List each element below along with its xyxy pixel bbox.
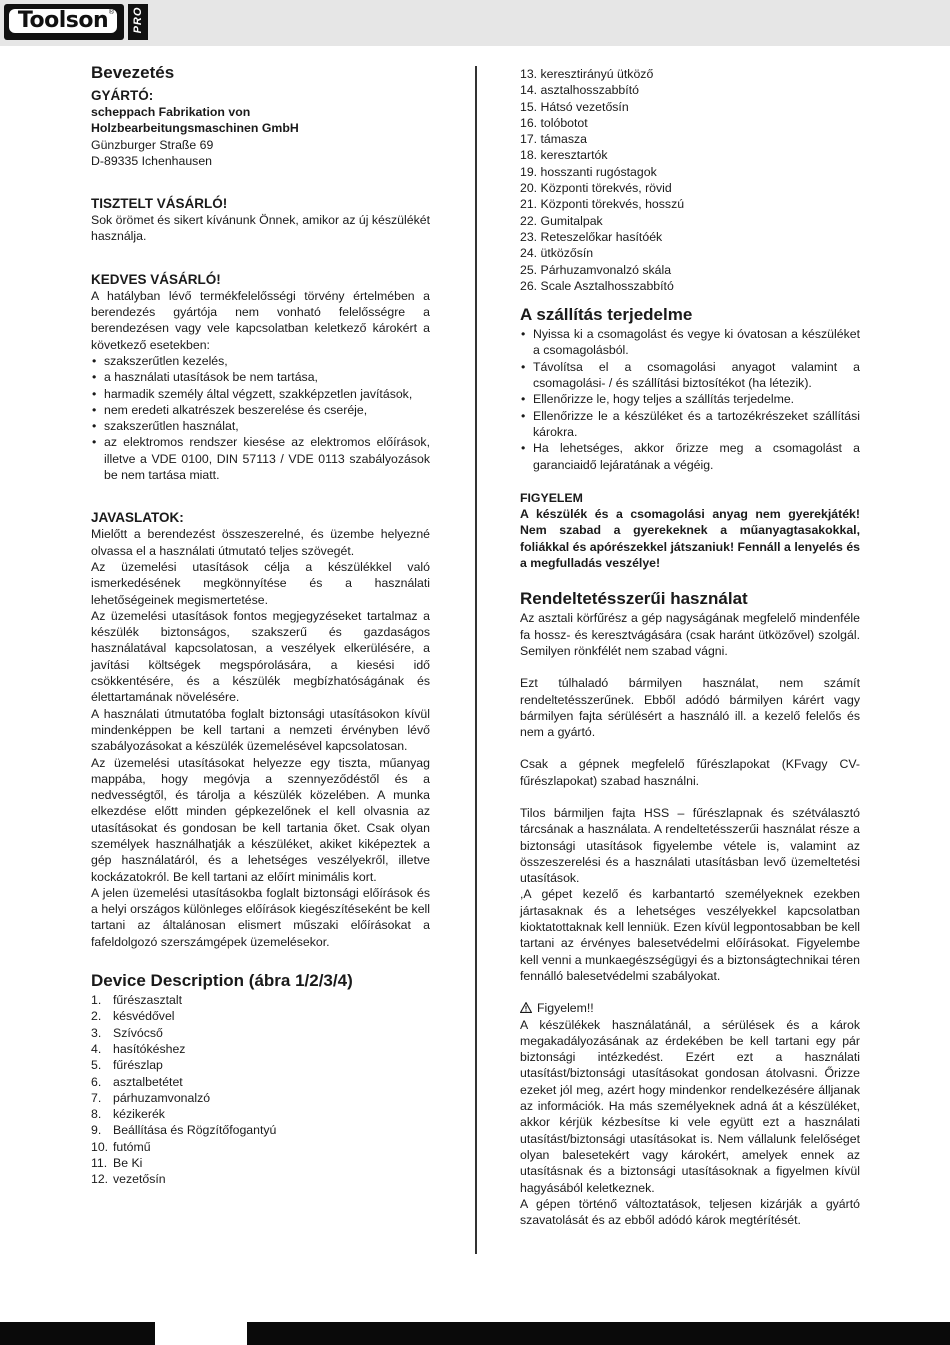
paragraph: Tilos bármiljen fajta HSS – fűrészlapnak és szétválasztó tárcsának a használata. A rendeltetésszerűi használat része a biztonsági utasítások figyelembe vétele is, valamint az összeszerelési és a használati utasításban levő üzemeltetési utasítások. bbox=[520, 805, 860, 886]
attention-text: A készülék és a csomagolási anyag nem gyerekjáték! Nem szabad a gyerekeknek a műanyagtasakokkal, foliákkal és apórészekkel játszaniuk! Fennáll a lenyelés és a megfulladás veszélye! bbox=[520, 507, 860, 571]
warning-label: Figyelem!! bbox=[537, 1001, 594, 1016]
list-item: 4. hasítókéshez bbox=[91, 1041, 186, 1056]
list-item: • szakszerűtlen kezelés, bbox=[91, 353, 430, 369]
address-line: D-89335 Ichenhausen bbox=[91, 153, 213, 168]
device-parts-list bbox=[91, 992, 430, 1188]
device-parts-list-continued bbox=[520, 66, 860, 294]
list-item: • szakszerűtlen használat, bbox=[91, 418, 430, 434]
left-column bbox=[91, 62, 430, 1188]
recommendations-heading: JAVASLATOK: bbox=[91, 510, 184, 526]
list-item: 6. asztalbetétet bbox=[91, 1074, 183, 1089]
list-item: 12. vezetősín bbox=[91, 1172, 166, 1187]
footer-page-tab bbox=[155, 1322, 247, 1345]
list-item: 18. keresztartók bbox=[520, 148, 608, 163]
paragraph: ,A gépet kezelő és karbantartó személyeknek ezekben jártasaknak és a lehetséges veszélyekkel kapcsolatban kioktatottaknak kell lenniük. Ezen kívül legpontosabban be kell tartani az érvényes balesetvédelmi előírásokat. Figyelembe kell venni a munkaegészségügyi és a biztonságtechnikai téren fennálló balesetvédelmi szabályokat. bbox=[520, 887, 860, 983]
list-item: 1. fűrészasztalt bbox=[91, 993, 183, 1008]
pro-label: PRO bbox=[132, 6, 144, 34]
list-item: 21. Központi törekvés, hosszú bbox=[520, 197, 685, 212]
paragraph: A gépen történő változtatások, teljesen kizárják a gyártó szavatolását és az ebből adódó károk megtérítését. bbox=[520, 1196, 860, 1228]
paragraph: Az üzemelési utasítások célja a készülékkel való ismerkedésének megkönnyítése és a használati lehetőségeinek megismertetése. bbox=[91, 559, 430, 607]
toolson-logo bbox=[4, 4, 124, 40]
paragraph: Az üzemelési utasítások fontos megjegyzéseket tartalmaz a készülék biztonságos, szakszerű és gazdaságos használatával kapcsolatosan, a veszélyek elkerülésére, a javítási költségek megspórolására, a kiesési idő csökkentésére, és a készülék megbízhatóságának és élettartamának növelésére. bbox=[91, 608, 430, 705]
list-item: 13. keresztirányú ütköző bbox=[520, 67, 654, 81]
footer-bar bbox=[0, 1322, 950, 1345]
paragraph: A jelen üzemelési utasításokba foglalt biztonsági előírások és a helyi országos különleges előírások kiegészítéseként be kell tartani az általánosan elismert műszaki előírásokat a fafeldolgozó szerszámgépek üzemelésekor. bbox=[91, 885, 430, 949]
intended-use-title: Rendeltetésszerűi használat bbox=[520, 589, 748, 609]
list-item: 10. futómű bbox=[91, 1139, 151, 1154]
list-item: • az elektromos rendszer kiesése az elektromos előírások, illetve a VDE 0100, DIN 57113 / VDE 0113 szabályozások be nem tartása miatt. bbox=[91, 434, 430, 483]
address-line: Günzburger Straße 69 bbox=[91, 137, 214, 152]
paragraph: Mielőtt a berendezést összeszerelné, és üzembe helyezné olvassa el a használati útmutató teljes szövegét. bbox=[91, 527, 430, 558]
list-item: 16. tolóbotot bbox=[520, 115, 588, 130]
dear-customer-heading: TISZTELT VÁSÁRLÓ! bbox=[91, 196, 228, 212]
list-item: • a használati utasítások be nem tartása, bbox=[91, 369, 430, 385]
device-description-title: Device Description (ábra 1/2/3/4) bbox=[91, 971, 353, 991]
list-item: • Ellenőrizze le a készüléket és a tartozékrészeket szállítási károkra. bbox=[520, 408, 860, 441]
manufacturer-heading: GYÁRTÓ: bbox=[91, 88, 154, 103]
dear-customer-heading-2: KEDVES VÁSÁRLÓ! bbox=[91, 271, 221, 287]
delivery-list bbox=[520, 326, 860, 473]
paragraph: A készülékek használatánál, a sérülések és a károk megakadályozásának az érdekében be kell tartani egy pár biztonsági intézkedést. Ezért ezt a használati utasítást/biztonsági utasításokat gondosan átolvasni. Őrizze ezeket jól meg, azért hogy mindenkor rendelkezésére álljanak az információk. Ha más személyeknek adná át a készüléket, akkor kérjük kézbesítse ki vele együtt ezt a használati utasítást/biztonsági utasításokat is. Nem vállalunk felelőséget olyan balesetekért vagy károkért, amelyek ennek az utasításnak és a biztonsági utasításoknak a figyelmen kívül hagyásából keletkeznek. bbox=[520, 1017, 860, 1195]
list-item: 7. párhuzamvonalzó bbox=[91, 1090, 211, 1105]
list-item: 19. hosszanti rugóstagok bbox=[520, 164, 657, 179]
warning-label-line bbox=[520, 1000, 860, 1016]
greeting-text: Sok örömet és sikert kívánunk Önnek, amikor az új készülékét használja. bbox=[91, 213, 430, 244]
logo-badge bbox=[7, 7, 119, 35]
list-item: 2. késvédővel bbox=[91, 1009, 175, 1024]
intro-title: Bevezetés bbox=[91, 63, 175, 82]
list-item: • Távolítsa el a csomagolási anyagot valamint a csomagolási- / és szállítási biztosítékot (ha létezik). bbox=[520, 359, 860, 392]
list-item: • harmadik személy által végzett, szakképzetlen javítások, bbox=[91, 386, 430, 402]
list-item: 11. Be Ki bbox=[91, 1156, 143, 1171]
list-item: 8. kézikerék bbox=[91, 1107, 165, 1122]
list-item: • Ha lehetséges, akkor őrizze meg a csomagolást a garanciaidő lejáratának a végéig. bbox=[520, 440, 860, 473]
delivery-scope-title: A szállítás terjedelme bbox=[520, 305, 693, 325]
list-item: 25. Párhuzamvonalzó skála bbox=[520, 262, 672, 277]
column-divider bbox=[475, 66, 477, 1254]
list-item: • Ellenőrizze le, hogy teljes a szállítás terjedelme. bbox=[520, 391, 860, 407]
list-item: • Nyissa ki a csomagolást és vegye ki óvatosan a készüléket a csomagolásból. bbox=[520, 326, 860, 359]
manufacturer-name: Holzbearbeitungsmaschinen GmbH bbox=[91, 121, 299, 136]
list-item: 14. asztalhosszabbító bbox=[520, 83, 639, 98]
list-item: 9. Beállítása és Rögzítőfogantyú bbox=[91, 1123, 277, 1138]
list-item: 23. Reteszelőkar hasítóék bbox=[520, 229, 663, 244]
list-item: 24. ütközősín bbox=[520, 246, 594, 261]
liability-text: A hatályban lévő termékfelelősségi törvény értelmében a berendezés gyártója nem vonható felelősségre a berendezésen vagy vele kapcsolatban keletkező károkért a következő esetekben: bbox=[91, 288, 430, 352]
list-item: 22. Gumitalpak bbox=[520, 213, 603, 228]
paragraph: Az asztali körfűrész a gép nagyságának megfelelő mindenféle fa hossz- és keresztvágására (csak haránt ütközővel) szolgál. Semilyen rönkfélét nem szabad vágni. bbox=[520, 611, 860, 658]
list-item: 26. Scale Asztalhosszabbító bbox=[520, 278, 674, 293]
list-item: • nem eredeti alkatrészek beszerelése és cseréje, bbox=[91, 402, 430, 418]
warning-triangle-icon bbox=[520, 1002, 532, 1013]
manufacturer-name: scheppach Fabrikation von bbox=[91, 105, 251, 119]
right-column bbox=[520, 66, 860, 1228]
pro-badge bbox=[128, 4, 148, 40]
logo-text: Toolson bbox=[17, 8, 109, 33]
paragraph: Ezt túlhaladó bármilyen használat, nem számít rendeltetésszerűnek. Ebből adódó bármilyen kárért vagy bármilyen fajta sérülésért a használó ill. a kezelő felelős és nem a gyártó. bbox=[520, 676, 860, 740]
list-item: 15. Hátsó vezetősín bbox=[520, 99, 629, 114]
list-item: 3. Szívócső bbox=[91, 1025, 163, 1040]
list-item: 17. támasza bbox=[520, 132, 587, 147]
paragraph: Csak a gépnek megfelelő fűrészlapokat (KFvagy CV-fűrészlapokat) szabad használni. bbox=[520, 757, 860, 788]
attention-heading: FIGYELEM bbox=[520, 490, 583, 505]
liability-list bbox=[91, 353, 430, 483]
paragraph: Az üzemelési utasításokat helyezze egy tiszta, műanyag mappába, hogy megóvja a szennyeződéstől és a nedvességtől, és tárolja a készülék közelében. A munka elkezdése előtt minden gépkezelőnek el kell olvasnia az utasításokat és gondosan be kell tartania őket. Csak olyan személyek használhatják a készüléket, akiket kiképeztek a gép használatáról, és a lehetséges veszélyekről, illetve kockázatokról. Be kell tartani az előírt minimális kort. bbox=[91, 755, 430, 884]
list-item: 5. fűrészlap bbox=[91, 1058, 163, 1073]
registered-mark: ® bbox=[108, 9, 114, 16]
page-header bbox=[0, 0, 950, 46]
list-item: 20. Központi törekvés, rövid bbox=[520, 181, 672, 196]
paragraph: A használati útmutatóba foglalt biztonsági utasításokon kívül mindenképpen be kell tartani a nemzeti érvényben lévő szabályozásokat a készülék üzemelésével kapcsolatosan. bbox=[91, 706, 430, 754]
